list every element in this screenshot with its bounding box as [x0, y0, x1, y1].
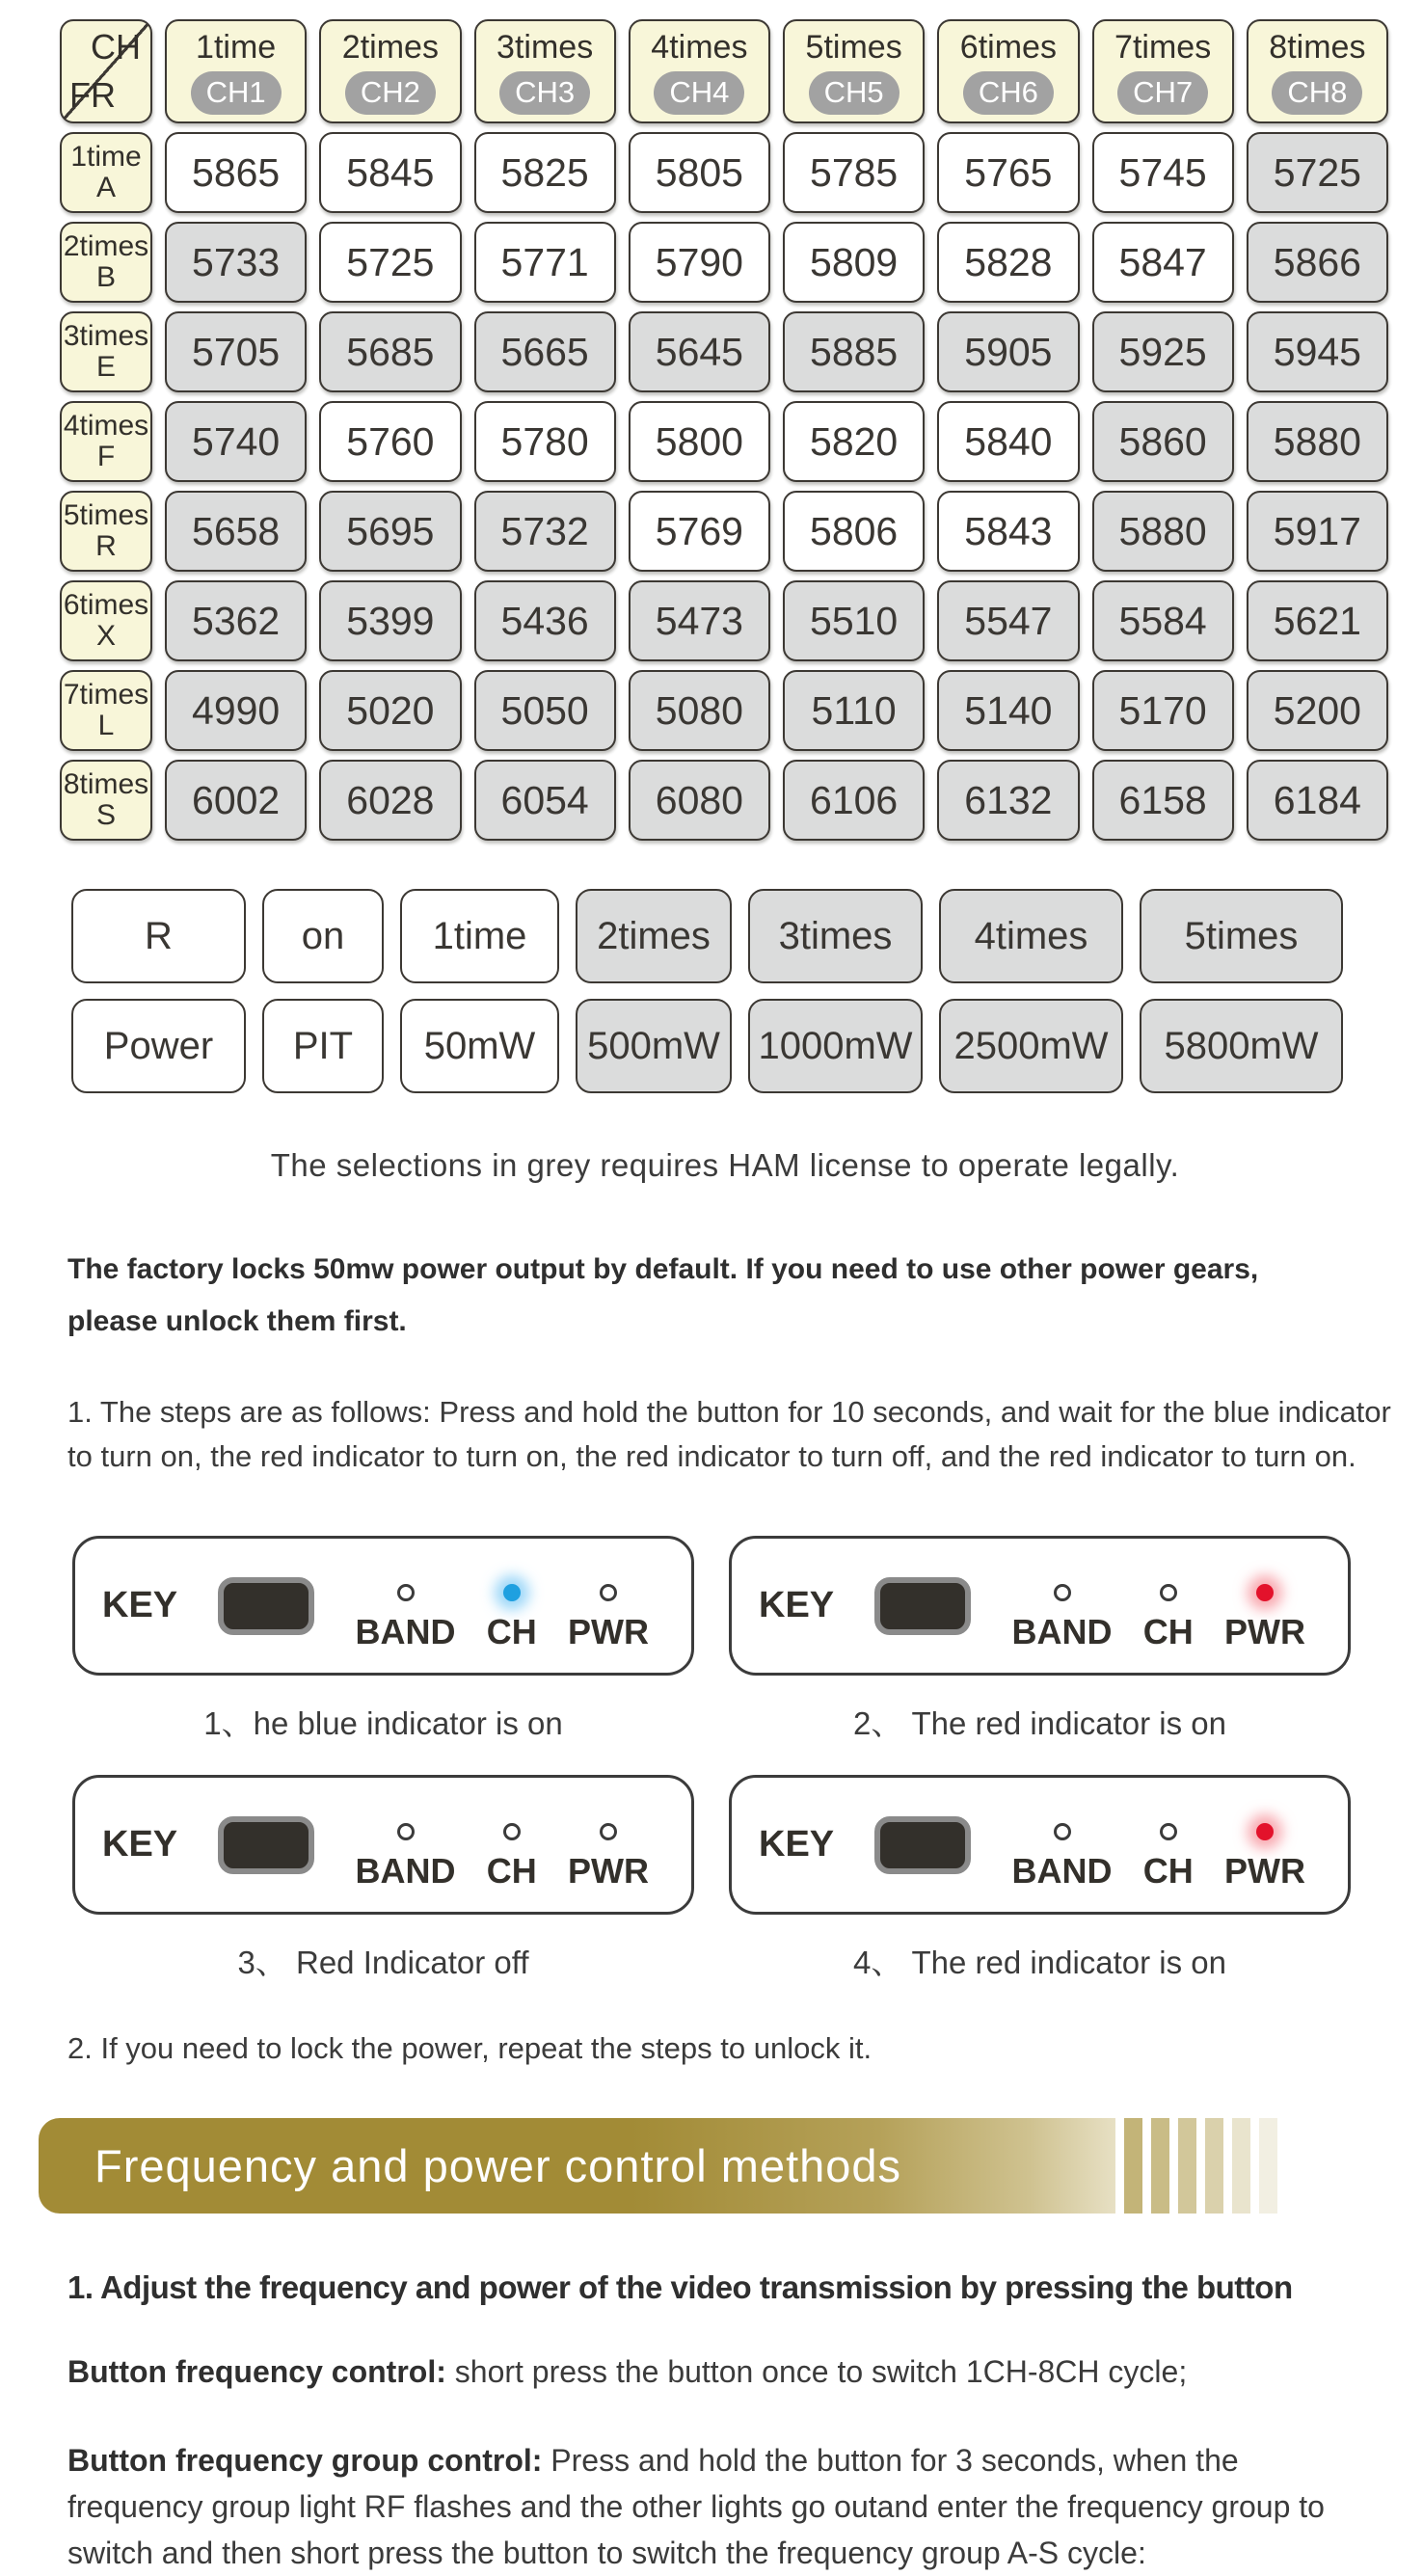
frequency-cell: 5845 [319, 132, 461, 213]
frequency-cell: 5865 [165, 132, 307, 213]
frequency-cell: 5860 [1092, 401, 1234, 482]
led-label: BAND [355, 1612, 456, 1652]
indicator-panels [72, 1536, 1423, 1983]
led-group-pwr [568, 1823, 649, 1892]
freq-row-header [60, 491, 152, 572]
freq-column-header [783, 19, 925, 123]
channel-badge: CH7 [1117, 71, 1208, 115]
section-title: Frequency and power control methods [94, 2140, 902, 2192]
frequency-cell: 5645 [629, 311, 770, 392]
channel-badge: CH1 [191, 71, 282, 115]
frequency-cell: 5658 [165, 491, 307, 572]
frequency-cell: 5825 [474, 132, 616, 213]
frequency-cell: 6132 [937, 760, 1079, 841]
frequency-cell: 5362 [165, 580, 307, 661]
frequency-cell: 5917 [1247, 491, 1388, 572]
frequency-cell: 6158 [1092, 760, 1234, 841]
frequency-cell: 5732 [474, 491, 616, 572]
led-label: BAND [1011, 1612, 1113, 1652]
led-label: CH [1142, 1851, 1194, 1892]
frequency-cell: 5840 [937, 401, 1079, 482]
frequency-cell: 5925 [1092, 311, 1234, 392]
row-times-label: 2times [63, 229, 149, 262]
channel-badge: CH2 [345, 71, 436, 115]
corner-ch-label: CH [91, 27, 141, 67]
selector-button: 3times [748, 889, 923, 983]
led-off-icon [1054, 1823, 1071, 1840]
button-frequency-control-label: Button frequency control: [67, 2354, 446, 2390]
frequency-cell: 6028 [319, 760, 461, 841]
led-label: CH [486, 1612, 537, 1652]
frequency-cell: 6106 [783, 760, 925, 841]
key-panel-block [729, 1536, 1351, 1744]
frequency-cell: 5765 [937, 132, 1079, 213]
freq-row-header [60, 401, 152, 482]
table-corner-cell [60, 19, 152, 123]
freq-column-header [1092, 19, 1234, 123]
section-header-bar [39, 2118, 1115, 2214]
frequency-cell: 5820 [783, 401, 925, 482]
frequency-cell: 5725 [1247, 132, 1388, 213]
selector-button: Power [71, 999, 246, 1093]
freq-column-header [629, 19, 770, 123]
row-times-label: 4times [63, 409, 149, 442]
row-band-label: E [95, 351, 116, 383]
frequency-cell: 5200 [1247, 670, 1388, 751]
freq-column-header [319, 19, 461, 123]
ham-license-note: The selections in grey requires HAM license to operate legally. [270, 1147, 1180, 1183]
column-times-label: 5times [805, 28, 902, 66]
frequency-cell: 5705 [165, 311, 307, 392]
channel-badge: CH8 [1272, 71, 1362, 115]
selector-button: 2times [576, 889, 732, 983]
frequency-cell: 5847 [1092, 222, 1234, 303]
column-times-label: 2times [341, 28, 439, 66]
freq-column-header [1247, 19, 1388, 123]
channel-badge: CH6 [963, 71, 1054, 115]
row-times-label: 8times [63, 767, 149, 800]
key-panel [729, 1536, 1351, 1676]
button-frequency-group-control-paragraph [67, 2437, 1379, 2576]
frequency-cell: 5760 [319, 401, 461, 482]
button-frequency-control-paragraph [67, 2348, 1379, 2395]
led-group-pwr [1224, 1584, 1305, 1652]
selector-button: R [71, 889, 246, 983]
frequency-cell: 5020 [319, 670, 461, 751]
frequency-cell: 5880 [1247, 401, 1388, 482]
selector-button: 500mW [576, 999, 732, 1093]
led-off-icon [1160, 1823, 1177, 1840]
frequency-cell: 5473 [629, 580, 770, 661]
led-off-icon [1054, 1584, 1071, 1601]
selector-button: 50mW [400, 999, 559, 1093]
selector-button: PIT [262, 999, 384, 1093]
key-panel-block [72, 1536, 694, 1744]
unlock-step-2: 2. If you need to lock the power, repeat the steps to unlock it. [67, 2031, 873, 2066]
frequency-cell: 6184 [1247, 760, 1388, 841]
freq-column-header [165, 19, 307, 123]
key-panel-block [729, 1775, 1351, 1983]
frequency-cell: 5080 [629, 670, 770, 751]
row-band-label: A [95, 172, 116, 203]
frequency-cell: 5866 [1247, 222, 1388, 303]
frequency-cell: 5110 [783, 670, 925, 751]
freq-row-header [60, 580, 152, 661]
frequency-cell: 5771 [474, 222, 616, 303]
led-group-ch [1143, 1584, 1194, 1652]
column-times-label: 3times [497, 28, 594, 66]
led-group-band [1012, 1823, 1113, 1892]
frequency-cell: 4990 [165, 670, 307, 751]
led-group-ch [487, 1823, 537, 1892]
selector-button: 5times [1140, 889, 1343, 983]
frequency-cell: 5843 [937, 491, 1079, 572]
column-times-label: 7times [1114, 28, 1212, 66]
frequency-cell: 5945 [1247, 311, 1388, 392]
factory-lock-note: The factory locks 50mw power output by default. If you need to use other power gears, please unlock them first. [67, 1253, 1259, 1337]
frequency-cell: 5584 [1092, 580, 1234, 661]
row-band-label: X [95, 620, 116, 652]
button-frequency-control-text: short press the button once to switch 1CH-8CH cycle; [445, 2354, 1188, 2390]
frequency-cell: 5885 [783, 311, 925, 392]
selector-button: 1000mW [748, 999, 923, 1093]
freq-row-header [60, 222, 152, 303]
led-label: PWR [567, 1851, 649, 1892]
key-button-icon [874, 1577, 971, 1635]
frequency-cell: 5740 [165, 401, 307, 482]
freq-row-header [60, 760, 152, 841]
led-group-pwr [568, 1584, 649, 1652]
frequency-cell: 5805 [629, 132, 770, 213]
key-panel [729, 1775, 1351, 1915]
frequency-cell: 5905 [937, 311, 1079, 392]
frequency-cell: 5733 [165, 222, 307, 303]
row-times-label: 6times [63, 588, 149, 621]
freq-column-header [474, 19, 616, 123]
row-band-label: B [95, 261, 116, 293]
column-times-label: 6times [959, 28, 1057, 66]
led-label: PWR [567, 1612, 649, 1652]
unlock-step-1: 1. The steps are as follows: Press and hold the button for 10 seconds, and wait for the blue indicator to turn on, the red indicator to turn on, the red indicator to turn off, and the red indicator to turn on. [67, 1395, 1391, 1473]
selector-button: 2500mW [939, 999, 1123, 1093]
selector-button: 1time [400, 889, 559, 983]
frequency-table [60, 19, 1388, 841]
column-times-label: 4times [651, 28, 748, 66]
button-frequency-group-control-label: Button frequency group control: [67, 2443, 543, 2479]
frequency-cell: 5809 [783, 222, 925, 303]
frequency-cell: 5547 [937, 580, 1079, 661]
panel-caption: 1、he blue indicator is on [203, 1705, 563, 1742]
selector-button: on [262, 889, 384, 983]
section-header [39, 2118, 1423, 2214]
led-off-icon [600, 1823, 617, 1840]
led-group-pwr [1224, 1823, 1305, 1892]
row-band-label: L [97, 710, 115, 741]
power-selector-row [71, 999, 1354, 1093]
row-band-label: S [95, 799, 116, 831]
led-off-icon [397, 1823, 415, 1840]
frequency-cell: 5665 [474, 311, 616, 392]
led-group-ch [1143, 1823, 1194, 1892]
led-group-band [356, 1584, 456, 1652]
led-label: PWR [1223, 1612, 1305, 1652]
frequency-cell: 5140 [937, 670, 1079, 751]
channel-badge: CH3 [499, 71, 590, 115]
key-button-icon [874, 1816, 971, 1874]
frequency-cell: 5725 [319, 222, 461, 303]
led-blue-icon [503, 1584, 521, 1601]
key-label: KEY [102, 1824, 178, 1865]
led-red-icon [1256, 1823, 1274, 1840]
row-times-label: 3times [63, 319, 149, 352]
led-label: BAND [1011, 1851, 1113, 1892]
led-red-icon [1256, 1584, 1274, 1601]
row-times-label: 7times [63, 678, 149, 711]
key-panel [72, 1536, 694, 1676]
row-band-label: R [95, 530, 117, 562]
column-times-label: 8times [1269, 28, 1366, 66]
led-off-icon [503, 1823, 521, 1840]
channel-badge: CH5 [809, 71, 899, 115]
frequency-cell: 5050 [474, 670, 616, 751]
selector-button: 4times [939, 889, 1123, 983]
frequency-cell: 5785 [783, 132, 925, 213]
key-button-icon [218, 1816, 314, 1874]
frequency-cell: 6002 [165, 760, 307, 841]
led-label: BAND [355, 1851, 456, 1892]
freq-row-header [60, 670, 152, 751]
frequency-cell: 5695 [319, 491, 461, 572]
led-label: CH [1142, 1612, 1194, 1652]
frequency-cell: 5745 [1092, 132, 1234, 213]
led-group-band [1012, 1584, 1113, 1652]
freq-row-header [60, 311, 152, 392]
corner-fr-label: FR [69, 75, 116, 115]
frequency-cell: 5399 [319, 580, 461, 661]
freq-row-header [60, 132, 152, 213]
led-off-icon [397, 1584, 415, 1601]
frequency-cell: 5780 [474, 401, 616, 482]
column-times-label: 1time [196, 28, 277, 66]
freq-column-header [937, 19, 1079, 123]
channel-selector-row [71, 889, 1354, 983]
control-methods-heading: 1. Adjust the frequency and power of the video transmission by pressing the button [67, 2269, 1293, 2306]
led-label: PWR [1223, 1851, 1305, 1892]
panel-caption: 3、 Red Indicator off [237, 1945, 529, 1981]
frequency-cell: 5800 [629, 401, 770, 482]
frequency-cell: 5510 [783, 580, 925, 661]
led-off-icon [600, 1584, 617, 1601]
led-group-ch [487, 1584, 537, 1652]
section-header-stripes [1115, 2118, 1277, 2214]
row-times-label: 1time [70, 140, 142, 173]
frequency-cell: 5806 [783, 491, 925, 572]
led-off-icon [1160, 1584, 1177, 1601]
key-label: KEY [759, 1585, 835, 1626]
led-label: CH [486, 1851, 537, 1892]
frequency-cell: 5880 [1092, 491, 1234, 572]
panel-caption: 4、 The red indicator is on [852, 1945, 1227, 1981]
row-band-label: F [96, 441, 116, 472]
frequency-cell: 5436 [474, 580, 616, 661]
frequency-cell: 5170 [1092, 670, 1234, 751]
led-group-band [356, 1823, 456, 1892]
selector-button: 5800mW [1140, 999, 1343, 1093]
key-panel-block [72, 1775, 694, 1983]
key-button-icon [218, 1577, 314, 1635]
key-panel [72, 1775, 694, 1915]
frequency-cell: 5685 [319, 311, 461, 392]
row-times-label: 5times [63, 498, 149, 531]
frequency-cell: 6080 [629, 760, 770, 841]
frequency-cell: 5621 [1247, 580, 1388, 661]
frequency-cell: 6054 [474, 760, 616, 841]
channel-badge: CH4 [654, 71, 744, 115]
frequency-cell: 5769 [629, 491, 770, 572]
panel-caption: 2、 The red indicator is on [852, 1705, 1227, 1742]
key-label: KEY [759, 1824, 835, 1865]
frequency-cell: 5828 [937, 222, 1079, 303]
key-label: KEY [102, 1585, 178, 1626]
frequency-cell: 5790 [629, 222, 770, 303]
button-frequency-group-control-text: Press and hold the button for 3 seconds, when the frequency group light RF flashes and the other lights go outand enter the frequency group to switch and then short press the button to switch the frequency group A-S cycle: [67, 2443, 1325, 2571]
